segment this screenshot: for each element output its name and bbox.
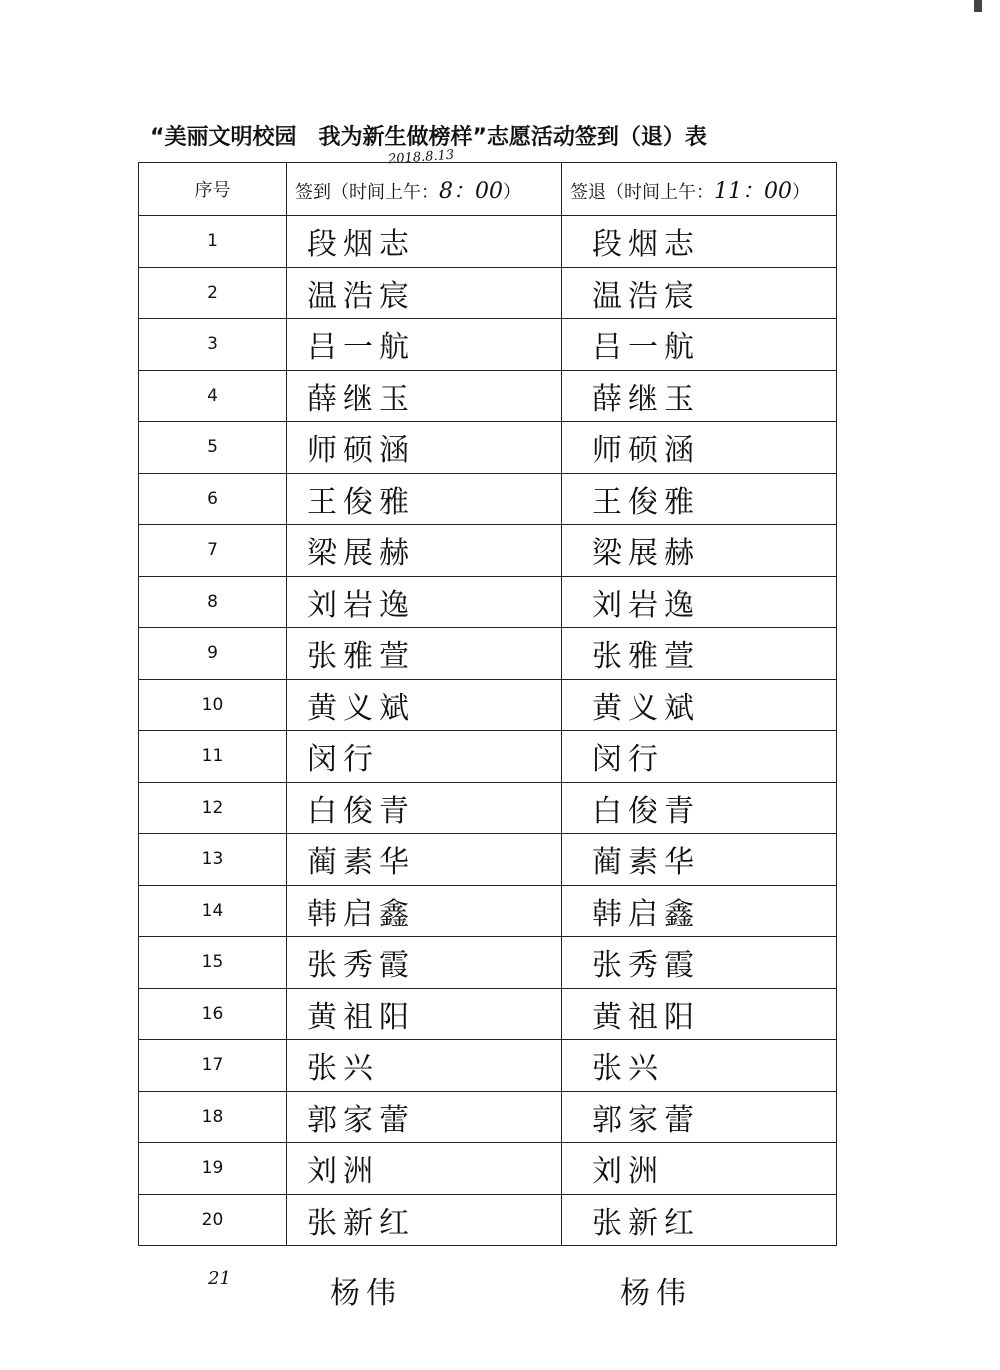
extra-sign-in-signature: 杨伟: [330, 1276, 402, 1311]
sign-out-signature: 黄义斌: [562, 679, 837, 731]
row-number: 16: [139, 988, 287, 1040]
sign-out-signature: 刘洲: [562, 1143, 837, 1195]
table-row: [139, 267, 837, 319]
sign-in-signature: 郭家蕾: [287, 1091, 562, 1143]
sign-in-signature: 黄义斌: [287, 679, 562, 731]
table-row: [139, 1040, 837, 1092]
table-row: [139, 576, 837, 628]
row-number: 15: [139, 937, 287, 989]
sign-out-signature: 韩启鑫: [562, 885, 837, 937]
row-number: 4: [139, 370, 287, 422]
row-number: 2: [139, 267, 287, 319]
sign-out-signature: 张新红: [562, 1194, 837, 1246]
table-row: [139, 679, 837, 731]
extra-row-number: 21: [208, 1268, 231, 1289]
table-row: [139, 834, 837, 886]
sheet-title: “美丽文明校园 我为新生做榜样”志愿活动签到（退）表: [150, 125, 707, 150]
sign-out-signature: 蔺素华: [562, 834, 837, 886]
sign-in-signature: 张秀霞: [287, 937, 562, 989]
sign-in-signature: 张雅萱: [287, 628, 562, 680]
table-row: [139, 216, 837, 268]
sign-out-signature: 刘岩逸: [562, 576, 837, 628]
header-sign-in: [287, 163, 562, 216]
sign-out-signature: 白俊青: [562, 782, 837, 834]
table-row: [139, 885, 837, 937]
header-sign-out-time: 11：00: [714, 178, 792, 204]
sign-out-signature: 吕一航: [562, 319, 837, 371]
row-number: 13: [139, 834, 287, 886]
header-index: 序号: [139, 163, 287, 216]
sign-out-signature: 温浩宸: [562, 267, 837, 319]
sign-out-signature: 薛继玉: [562, 370, 837, 422]
sign-in-signature: 刘岩逸: [287, 576, 562, 628]
table-body: [139, 216, 837, 1246]
header-sign-out-label: 签退（时间上午：: [570, 181, 714, 203]
header-sign-in-close: ）: [503, 181, 521, 203]
sign-out-signature: 郭家蕾: [562, 1091, 837, 1143]
row-number: 5: [139, 422, 287, 474]
extra-sign-out-signature: 杨伟: [620, 1276, 692, 1311]
sign-in-signature: 吕一航: [287, 319, 562, 371]
table-row: [139, 370, 837, 422]
signin-table: [138, 162, 837, 1246]
table-row: [139, 937, 837, 989]
table-row: [139, 319, 837, 371]
row-number: 19: [139, 1143, 287, 1195]
handwritten-date: 2018.8.13: [387, 147, 455, 168]
sign-out-signature: 张秀霞: [562, 937, 837, 989]
sign-in-signature: 薛继玉: [287, 370, 562, 422]
table-row: [139, 1143, 837, 1195]
sign-out-signature: 黄祖阳: [562, 988, 837, 1040]
scan-corner-mark: [974, 0, 982, 12]
row-number: 11: [139, 731, 287, 783]
row-number: 1: [139, 216, 287, 268]
sign-in-signature: 白俊青: [287, 782, 562, 834]
sign-in-signature: 张兴: [287, 1040, 562, 1092]
sign-out-signature: 张雅萱: [562, 628, 837, 680]
sign-out-signature: 闵行: [562, 731, 837, 783]
row-number: 3: [139, 319, 287, 371]
sign-in-signature: 张新红: [287, 1194, 562, 1246]
sign-out-signature: 师硕涵: [562, 422, 837, 474]
row-number: 17: [139, 1040, 287, 1092]
row-number: 20: [139, 1194, 287, 1246]
row-number: 10: [139, 679, 287, 731]
row-number: 9: [139, 628, 287, 680]
sign-out-signature: 张兴: [562, 1040, 837, 1092]
row-number: 7: [139, 525, 287, 577]
table-row: [139, 422, 837, 474]
sign-in-signature: 蔺素华: [287, 834, 562, 886]
sign-in-signature: 王俊雅: [287, 473, 562, 525]
row-number: 14: [139, 885, 287, 937]
row-number: 6: [139, 473, 287, 525]
sign-in-signature: 黄祖阳: [287, 988, 562, 1040]
table-row: [139, 782, 837, 834]
row-number: 8: [139, 576, 287, 628]
table-row: [139, 473, 837, 525]
table-row: [139, 988, 837, 1040]
table-row: [139, 1091, 837, 1143]
row-number: 18: [139, 1091, 287, 1143]
header-sign-in-time: 8：00: [439, 178, 503, 204]
header-sign-out: [562, 163, 837, 216]
table-row: [139, 628, 837, 680]
sign-out-signature: 段烟志: [562, 216, 837, 268]
sign-in-signature: 韩启鑫: [287, 885, 562, 937]
table-row: [139, 525, 837, 577]
sign-in-signature: 梁展赫: [287, 525, 562, 577]
sign-in-signature: 师硕涵: [287, 422, 562, 474]
sign-out-signature: 王俊雅: [562, 473, 837, 525]
sign-in-signature: 温浩宸: [287, 267, 562, 319]
table-header-row: [139, 163, 837, 216]
header-sign-out-close: ）: [792, 181, 810, 203]
sign-in-signature: 闵行: [287, 731, 562, 783]
header-sign-in-label: 签到（时间上午：: [295, 181, 439, 203]
table-row: [139, 731, 837, 783]
sign-in-signature: 刘洲: [287, 1143, 562, 1195]
table-row: [139, 1194, 837, 1246]
sign-out-signature: 梁展赫: [562, 525, 837, 577]
row-number: 12: [139, 782, 287, 834]
sign-in-signature: 段烟志: [287, 216, 562, 268]
